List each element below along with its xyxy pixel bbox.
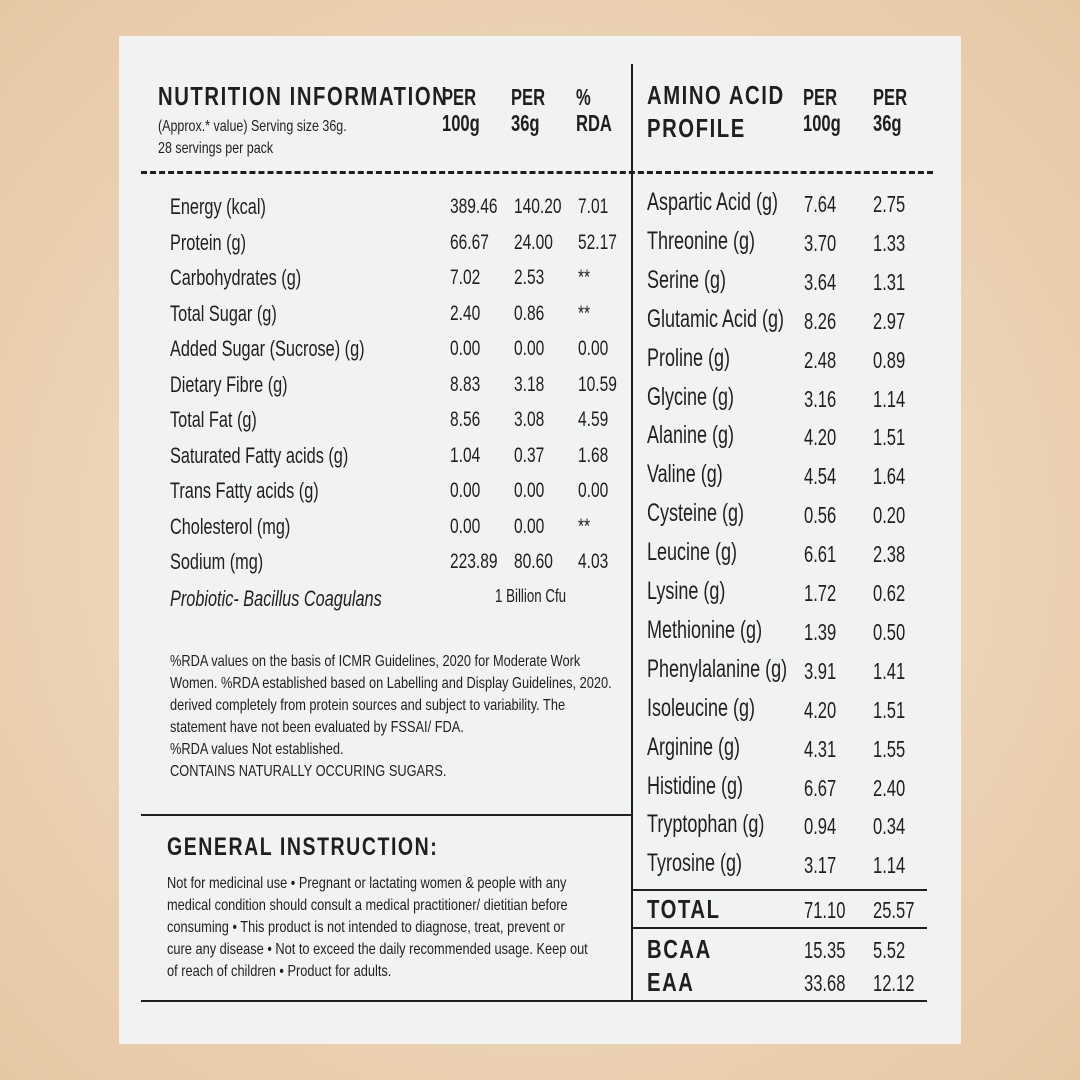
nutrient-name — [170, 230, 273, 256]
amino-col-header-per36: PER 36g — [873, 84, 908, 136]
value-rda — [578, 231, 631, 255]
amino-per100-text: 3.17 — [804, 852, 837, 879]
general-line — [167, 873, 693, 895]
amino-per100-text: 8.26 — [804, 307, 837, 334]
nutrition-subtitle: (Approx.* value) Serving size 36g. 28 servings per pack — [158, 118, 347, 157]
bcaa-per36: 5.52 — [873, 937, 906, 963]
amino-per100 — [804, 541, 849, 568]
value-per100-text: 2.40 — [450, 301, 481, 325]
nutrient-name — [170, 443, 411, 469]
total-top-rule — [633, 889, 927, 891]
amino-name — [647, 810, 810, 839]
general-line-text: cure any disease • Not to exceed the daily recommended usage. Keep out — [167, 941, 588, 958]
value-per100 — [450, 373, 491, 397]
amino-name-text: Tyrosine (g) — [647, 849, 743, 878]
nutrient-name-text: Carbohydrates (g) — [170, 265, 302, 290]
value-per100 — [450, 550, 514, 574]
nutrient-name-text: Saturated Fatty acids (g) — [170, 442, 349, 468]
nutrition-row — [170, 372, 640, 406]
total-per36: 25.57 — [873, 897, 915, 923]
amino-per36 — [873, 308, 918, 335]
amino-per100 — [804, 813, 849, 840]
amino-per100-text: 1.72 — [804, 580, 837, 606]
bottom-rule — [141, 1000, 927, 1002]
value-per100 — [450, 266, 491, 290]
value-per100-text: 66.67 — [450, 230, 489, 254]
amino-name — [647, 499, 782, 528]
amino-row — [647, 227, 927, 263]
amino-per36-text: 1.14 — [873, 852, 906, 879]
value-per36-text: 0.86 — [514, 301, 545, 325]
amino-per36 — [873, 852, 918, 879]
amino-per100-text: 4.54 — [804, 463, 837, 490]
note-line — [170, 695, 722, 717]
amino-row — [647, 772, 927, 808]
amino-per36-text: 1.51 — [873, 424, 906, 451]
amino-row — [647, 188, 927, 224]
nutrient-name-text: Total Sugar (g) — [170, 300, 277, 326]
value-per36 — [514, 550, 567, 574]
value-per36-text: 140.20 — [514, 195, 562, 218]
amino-per36-text: 2.97 — [873, 307, 906, 334]
amino-row — [647, 655, 927, 691]
amino-per100 — [804, 502, 849, 529]
amino-per36 — [873, 502, 918, 529]
value-rda — [578, 195, 619, 219]
amino-row — [647, 344, 927, 380]
nutrition-row — [170, 443, 640, 477]
amino-per100-text: 2.48 — [804, 346, 837, 373]
general-top-rule — [141, 814, 631, 816]
amino-name-text: Cysteine (g) — [647, 499, 745, 528]
amino-per100-text: 3.64 — [804, 268, 837, 295]
value-rda-text: 0.00 — [578, 337, 609, 360]
value-rda — [578, 479, 619, 503]
note-line-text: derived completely from protein sources and subject to variability. The — [170, 697, 566, 714]
amino-name — [647, 227, 797, 256]
amino-name — [647, 849, 779, 878]
nutrient-name-text: Dietary Fibre (g) — [170, 371, 288, 397]
amino-per100 — [804, 191, 849, 218]
amino-name — [647, 188, 829, 217]
value-per36 — [514, 195, 578, 219]
amino-row — [647, 460, 927, 496]
value-per100-text: 8.83 — [450, 372, 481, 396]
amino-per36-text: 1.33 — [873, 229, 906, 256]
value-rda — [578, 302, 594, 326]
value-per36-text: 3.08 — [514, 408, 545, 431]
amino-row — [647, 383, 927, 419]
value-per100-text: 0.00 — [450, 479, 481, 502]
amino-per36-text: 0.50 — [873, 618, 906, 645]
amino-name-text: Tryptophan (g) — [647, 810, 765, 839]
value-per100-text: 0.00 — [450, 337, 481, 360]
amino-per36-text: 0.20 — [873, 502, 906, 529]
value-rda — [578, 515, 594, 539]
note-line — [170, 761, 722, 783]
value-per36-text: 0.00 — [514, 337, 545, 360]
amino-per36-text: 1.31 — [873, 268, 906, 295]
amino-per100-text: 3.70 — [804, 229, 837, 256]
value-rda — [578, 550, 619, 574]
nutrient-name-text: Total Fat (g) — [170, 407, 257, 432]
amino-per100 — [804, 347, 849, 374]
amino-name-text: Methionine (g) — [647, 615, 763, 644]
amino-name — [647, 421, 768, 450]
nutrient-name — [170, 336, 433, 362]
value-per36-text: 0.00 — [514, 479, 545, 502]
amino-name-text: Glycine (g) — [647, 382, 735, 411]
value-per36 — [514, 302, 555, 326]
value-per100-text: 389.46 — [450, 195, 498, 218]
value-per100 — [450, 408, 491, 432]
amino-per100 — [804, 269, 849, 296]
probiotic-label: Probiotic- Bacillus Coagulans — [170, 586, 382, 611]
note-line-text: %RDA values on the basis of ICMR Guidelines, 2020 for Moderate Work — [170, 653, 581, 670]
col-header-per100: PER 100g — [442, 84, 480, 136]
value-per100-text: 223.89 — [450, 550, 498, 573]
value-rda-text: 10.59 — [578, 372, 617, 396]
nutrition-row — [170, 549, 640, 583]
value-rda — [578, 408, 619, 432]
amino-per36-text: 0.89 — [873, 346, 906, 373]
note-line-text: %RDA values Not established. — [170, 741, 344, 758]
amino-per36-text: 0.62 — [873, 580, 906, 606]
amino-per36 — [873, 347, 918, 374]
amino-per100 — [804, 386, 849, 413]
nutrient-name — [170, 301, 314, 327]
value-per36-text: 0.00 — [514, 514, 545, 538]
general-line — [167, 895, 693, 917]
value-per36 — [514, 231, 567, 255]
amino-per100 — [804, 424, 849, 451]
amino-per36 — [873, 580, 918, 607]
amino-per100 — [804, 697, 849, 724]
amino-name-text: Isoleucine (g) — [647, 693, 756, 722]
amino-name — [647, 694, 797, 723]
amino-name-text: Serine (g) — [647, 265, 727, 294]
value-rda-text: 7.01 — [578, 195, 609, 218]
nutrition-row — [170, 194, 640, 228]
value-per36-text: 3.18 — [514, 372, 545, 396]
note-line — [170, 739, 722, 761]
amino-per100-text: 7.64 — [804, 191, 837, 217]
value-rda-text: ** — [578, 266, 591, 289]
amino-name — [647, 460, 752, 489]
amino-name — [647, 266, 757, 295]
amino-name — [647, 733, 776, 762]
value-per100 — [450, 515, 491, 539]
eaa-per100: 33.68 — [804, 970, 846, 996]
value-per100-text: 1.04 — [450, 443, 481, 467]
amino-row — [647, 733, 927, 769]
amino-per36 — [873, 386, 918, 413]
general-line-text: consuming • This product is not intended to diagnose, treat, prevent or — [167, 919, 565, 936]
value-per100-text: 7.02 — [450, 266, 481, 289]
col-header-rda: % RDA — [576, 84, 612, 136]
amino-per100 — [804, 230, 849, 257]
amino-per36-text: 1.55 — [873, 735, 906, 762]
value-per36-text: 0.37 — [514, 443, 545, 467]
general-line-text: Not for medicinal use • Pregnant or lactating women & people with any — [167, 875, 567, 892]
amino-per36 — [873, 813, 918, 840]
value-per100 — [450, 337, 491, 361]
note-line-text: statement have not been evaluated by FSSAI/ FDA. — [170, 719, 464, 736]
nutrient-name — [170, 478, 371, 504]
amino-per36 — [873, 424, 918, 451]
amino-per100-text: 4.20 — [804, 424, 837, 451]
eaa-label: EAA — [647, 967, 695, 997]
amino-row — [647, 305, 927, 341]
value-per36 — [514, 408, 555, 432]
amino-per100-text: 4.20 — [804, 696, 837, 723]
value-rda-text: 4.03 — [578, 550, 609, 573]
value-per100 — [450, 231, 503, 255]
nutrition-row — [170, 265, 640, 299]
general-instruction-title: GENERAL INSTRUCTION: — [167, 833, 439, 861]
amino-per36 — [873, 775, 918, 802]
amino-name-text: Arginine (g) — [647, 732, 741, 761]
amino-name-text: Aspartic Acid (g) — [647, 188, 779, 216]
nutrient-name-text: Added Sugar (Sucrose) (g) — [170, 336, 365, 361]
amino-name-text: Histidine (g) — [647, 771, 744, 800]
amino-per100-text: 1.39 — [804, 618, 837, 645]
amino-per100-text: 4.31 — [804, 735, 837, 762]
nutrient-name — [170, 407, 287, 433]
value-rda-text: 52.17 — [578, 230, 617, 254]
amino-name-text: Leucine (g) — [647, 538, 738, 567]
header-dashed-divider — [141, 171, 933, 174]
amino-per100-text: 0.56 — [804, 502, 837, 529]
amino-col-header-per100: PER 100g — [803, 84, 841, 136]
rda-notes — [170, 651, 722, 783]
amino-per100 — [804, 619, 849, 646]
value-per36-text: 80.60 — [514, 550, 553, 573]
amino-title: AMINO ACID PROFILE — [647, 80, 785, 143]
general-line — [167, 939, 693, 961]
amino-name-text: Alanine (g) — [647, 421, 735, 450]
value-per100 — [450, 302, 491, 326]
value-per36 — [514, 337, 555, 361]
amino-per36 — [873, 191, 918, 218]
amino-per36-text: 1.64 — [873, 463, 906, 490]
amino-name-text: Threonine (g) — [647, 226, 756, 255]
note-line — [170, 651, 722, 673]
note-line-text: CONTAINS NATURALLY OCCURING SUGARS. — [170, 763, 447, 780]
value-rda-text: 0.00 — [578, 479, 609, 502]
general-instruction-text — [167, 873, 693, 983]
nutrient-name-text: Energy (kcal) — [170, 194, 266, 219]
value-per36 — [514, 479, 555, 503]
bcaa-label: BCAA — [647, 934, 712, 964]
amino-name — [647, 344, 762, 373]
general-line-text: of reach of children • Product for adults. — [167, 963, 392, 980]
general-line — [167, 917, 693, 939]
amino-name-text: Proline (g) — [647, 343, 731, 372]
amino-row — [647, 616, 927, 652]
amino-per100 — [804, 852, 849, 879]
value-per100 — [450, 195, 514, 219]
nutrient-name — [170, 372, 329, 398]
nutrition-row — [170, 514, 640, 548]
nutrition-label-card — [119, 36, 961, 1044]
value-per100-text: 0.00 — [450, 514, 481, 538]
amino-per100 — [804, 580, 849, 607]
nutrition-title: NUTRITION INFORMATION — [158, 81, 449, 111]
general-line — [167, 961, 693, 983]
amino-per36 — [873, 541, 918, 568]
col-header-per36: PER 36g — [511, 84, 546, 136]
value-rda — [578, 266, 594, 290]
value-per36 — [514, 444, 555, 468]
value-rda-text: ** — [578, 514, 591, 538]
amino-per36 — [873, 736, 918, 763]
value-per100-text: 8.56 — [450, 408, 481, 431]
value-per36-text: 24.00 — [514, 230, 553, 254]
amino-per100-text: 6.67 — [804, 774, 837, 801]
value-per36 — [514, 515, 555, 539]
value-rda — [578, 337, 619, 361]
value-rda — [578, 373, 631, 397]
amino-per36-text: 2.38 — [873, 541, 906, 568]
eaa-per36: 12.12 — [873, 970, 915, 996]
amino-per100-text: 3.91 — [804, 657, 837, 684]
amino-per36-text: 1.51 — [873, 696, 906, 723]
amino-per36-text: 2.75 — [873, 191, 906, 217]
note-line — [170, 673, 722, 695]
amino-per36-text: 2.40 — [873, 774, 906, 801]
amino-per36 — [873, 463, 918, 490]
probiotic-value: 1 Billion Cfu — [495, 586, 567, 606]
amino-per100-text: 0.94 — [804, 813, 837, 840]
amino-per100 — [804, 463, 849, 490]
amino-per36 — [873, 230, 918, 257]
total-per100: 71.10 — [804, 897, 846, 923]
value-per36 — [514, 373, 555, 397]
value-per36 — [514, 266, 555, 290]
amino-row — [647, 694, 927, 730]
nutrient-name-text: Cholesterol (mg) — [170, 513, 291, 539]
nutrition-row — [170, 478, 640, 512]
nutrition-row — [170, 336, 640, 370]
amino-name-text: Glutamic Acid (g) — [647, 304, 785, 333]
nutrition-row — [170, 407, 640, 441]
amino-row — [647, 810, 927, 846]
nutrition-row — [170, 301, 640, 335]
amino-per36-text: 0.34 — [873, 813, 906, 840]
amino-per100-text: 6.61 — [804, 541, 837, 568]
amino-name — [647, 383, 768, 412]
value-rda — [578, 444, 619, 468]
bcaa-per100: 15.35 — [804, 937, 846, 963]
nutrient-name — [170, 194, 300, 220]
value-rda-text: ** — [578, 301, 591, 325]
amino-per36 — [873, 619, 918, 646]
nutrient-name-text: Sodium (mg) — [170, 549, 264, 574]
amino-row — [647, 538, 927, 574]
nutrient-name-text: Trans Fatty acids (g) — [170, 478, 319, 503]
note-line-text: Women. %RDA established based on Labelling and Display Guidelines, 2020. — [170, 675, 612, 692]
amino-row — [647, 499, 927, 535]
amino-name-text: Lysine (g) — [647, 577, 726, 605]
amino-per36-text: 1.41 — [873, 657, 906, 684]
nutrient-name-text: Protein (g) — [170, 229, 247, 255]
amino-name — [647, 616, 807, 645]
total-bottom-rule — [633, 927, 927, 929]
amino-row — [647, 421, 927, 457]
amino-per36 — [873, 697, 918, 724]
note-line — [170, 717, 722, 739]
amino-per36-text: 1.14 — [873, 385, 906, 412]
amino-row — [647, 849, 927, 885]
nutrient-name — [170, 265, 347, 291]
value-per100 — [450, 444, 491, 468]
value-rda-text: 1.68 — [578, 443, 609, 467]
nutrient-name — [170, 549, 296, 575]
value-per100 — [450, 479, 491, 503]
amino-name — [647, 772, 780, 801]
amino-name — [647, 538, 772, 567]
amino-per100-text: 3.16 — [804, 385, 837, 412]
amino-name-text: Valine (g) — [647, 460, 723, 489]
amino-row — [647, 577, 927, 613]
nutrient-name — [170, 514, 333, 540]
amino-row — [647, 266, 927, 302]
amino-per36 — [873, 269, 918, 296]
amino-per100 — [804, 308, 849, 335]
amino-per100 — [804, 775, 849, 802]
amino-per36 — [873, 658, 918, 685]
value-per36-text: 2.53 — [514, 266, 545, 289]
general-line-text: medical condition should consult a medical practitioner/ dietitian before — [167, 897, 568, 914]
amino-per100 — [804, 736, 849, 763]
amino-name — [647, 577, 756, 606]
total-label: TOTAL — [647, 894, 721, 924]
amino-per100 — [804, 658, 849, 685]
value-rda-text: 4.59 — [578, 408, 609, 431]
nutrition-row — [170, 230, 640, 264]
amino-name-text: Phenylalanine (g) — [647, 654, 788, 683]
